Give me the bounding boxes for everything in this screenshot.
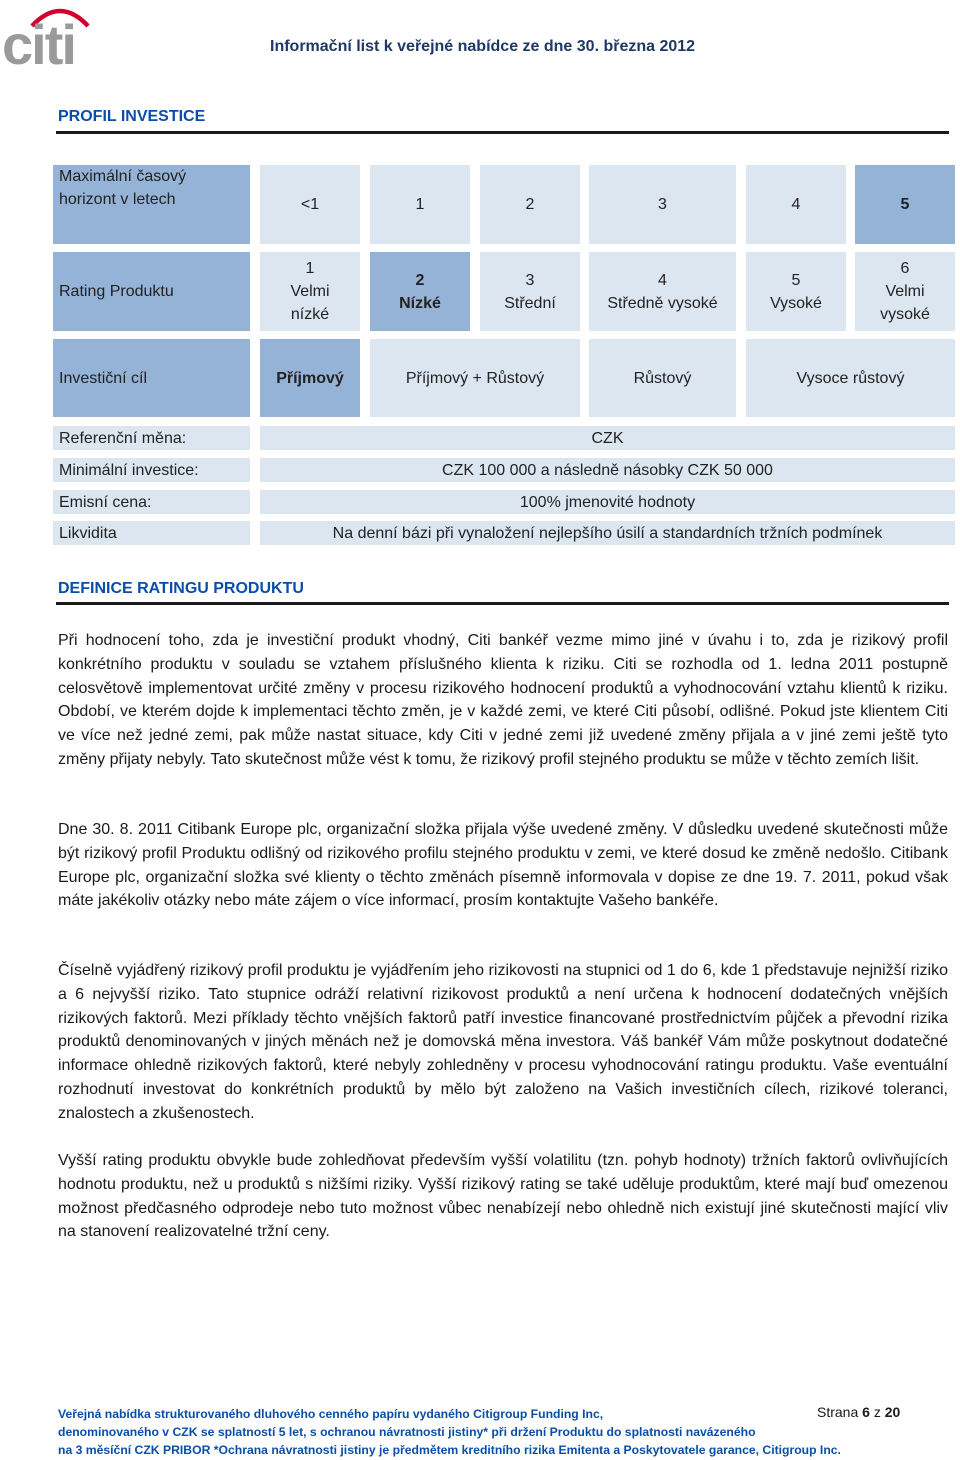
detail-value: Na denní bázi při vynaložení nejlepšího úsilí a standardních tržních podmínek	[260, 521, 955, 545]
detail-value: CZK	[260, 426, 955, 450]
rating-item: 1 Velmi nízké	[260, 252, 360, 331]
footer-line: Veřejná nabídka strukturovaného dluhového cenného papíru vydaného Citigroup Funding Inc,	[58, 1407, 604, 1421]
detail-label: Emisní cena:	[53, 490, 250, 514]
detail-value: 100% jmenovité hodnoty	[260, 490, 955, 514]
detail-label: Likvidita	[53, 521, 250, 545]
detail-label: Referenční měna:	[53, 426, 250, 450]
citi-logo	[2, 2, 102, 66]
profile-heading-rule	[56, 131, 949, 134]
definition-paragraph: Při hodnocení toho, zda je investiční produkt vhodný, Citi bankéř vezme mimo jiné v úvahu i to, zda je rizikový profil konkrétního produktu v souladu se vztahem příslušného klienta k riziku. Citi se rozhodla od 1. ledna 2011 postupně celosvětově implementovat určité změny v procesu rizikového hodnocení produktů a vyhodnocování vztahu klientů k riziku. Období, ve kterém dojde k implementaci těchto změn, je v každé zemi, ve které Citi působí, odlišné. Pokud jste klientem Citi ve více než jedné zemi, pak může nastat situace, kdy Citi v jedné zemi již uvedené změny přijala a v jiné zemi ještě tyto změny přijaty nebyly. Tato skutečnost může vést k tomu, že rizikový profil stejného produktu se může v těchto zemích lišit.	[58, 632, 948, 768]
horizon-value-selected: 5	[855, 165, 955, 244]
rating-item-selected: 2 Nízké	[370, 252, 470, 331]
goal-value: Příjmový + Růstový	[370, 339, 580, 417]
definition-paragraph: Číselně vyjádřený rizikový profil produktu je vyjádřením jeho rizikovosti na stupnici od 1 do 6, kde 1 představuje nejnižší riziko a 6 nejvyšší riziko. Tato stupnice odráží relativní rizikovost produktů a není určena k hodnocení dodatečných vnějších rizikových faktorů. Mezi příklady těchto vnějších faktorů patří investice financované prostřednictvím půjček a převodní rizika produktů denominovaných v jiných měnách než je domovská měna investora. Váš bankéř Vám může poskytnout dodatečné informace ohledně rizikových faktorů, které nebyly zohledněny v procesu vyhodnocování ratingu produktu. Vaše eventuální rozhodnutí investovat do konkrétních produktů by mělo být založeno na Vašich investičních cílech, rizikové toleranci, znalostech a zkušenostech.	[58, 962, 948, 1122]
rating-item: 6 Velmi vysoké	[855, 252, 955, 331]
document-title: Informační list k veřejné nabídce ze dne 30. března 2012	[270, 38, 696, 55]
goal-value: Vysoce růstový	[746, 339, 955, 417]
horizon-value: 4	[746, 165, 846, 244]
footer-line: na 3 měsíční CZK PRIBOR *Ochrana návratnosti jistiny je předmětem kreditního rizika Emitenta a Poskytovatele garance, Citigroup Inc.	[58, 1443, 841, 1457]
detail-value: CZK 100 000 a následně násobky CZK 50 000	[260, 458, 955, 482]
goal-value-selected: Příjmový	[260, 339, 360, 417]
footer-line: denominovaného v CZK se splatností 5 let, s ochranou návratnosti jistiny* při držení Produktu do splatnosti navázeného	[58, 1425, 756, 1439]
horizon-label: Maximální časový horizont v letech	[53, 165, 250, 244]
profile-heading: PROFIL INVESTICE	[58, 108, 206, 125]
rating-item: 5 Vysoké	[746, 252, 846, 331]
rating-item: 3 Střední	[480, 252, 580, 331]
definition-heading-rule	[56, 602, 949, 605]
horizon-value: <1	[260, 165, 360, 244]
rating-item: 4 Středně vysoké	[589, 252, 736, 331]
page-number: Strana 6 z 20	[817, 1404, 901, 1420]
definition-heading: DEFINICE RATINGU PRODUKTU	[58, 580, 304, 597]
goal-value: Růstový	[589, 339, 736, 417]
detail-label: Minimální investice:	[53, 458, 250, 482]
definition-paragraph: Vyšší rating produktu obvykle bude zohledňovat především vyšší volatilitu (tzn. pohyb hodnoty) tržních faktorů ovlivňujících hodnotu produktu, než u produktů s nižšími riziky. Vyšší rizikový rating se také uděluje produktům, které mají buď omezenou možnost předčasného odprodeje nebo tuto možnost vůbec nenabízejí nebo ohledně nich existují jiné skutečnosti mající vliv na stanovení realizovatelné tržní ceny.	[58, 1152, 948, 1241]
definition-paragraph: Dne 30. 8. 2011 Citibank Europe plc, organizační složka přijala výše uvedené změny. V důsledku uvedené skutečnosti může být rizikový profil Produktu odlišný od rizikového profilu stejného produktu v zemi, ve které dosud ke změně nedošlo. Citibank Europe plc, organizační složka své klienty o těchto změnách písemně informovala v dopise ze dne 19. 7. 2011, pokud však máte jakékoliv otázky nebo máte zájem o více informací, prosím kontaktujte Vašeho bankéře.	[58, 821, 948, 910]
horizon-value: 2	[480, 165, 580, 244]
citi-logo-text: citi	[2, 13, 75, 66]
horizon-value: 1	[370, 165, 470, 244]
goal-label: Investiční cíl	[53, 339, 250, 417]
horizon-value: 3	[589, 165, 736, 244]
rating-label: Rating Produktu	[53, 252, 250, 331]
